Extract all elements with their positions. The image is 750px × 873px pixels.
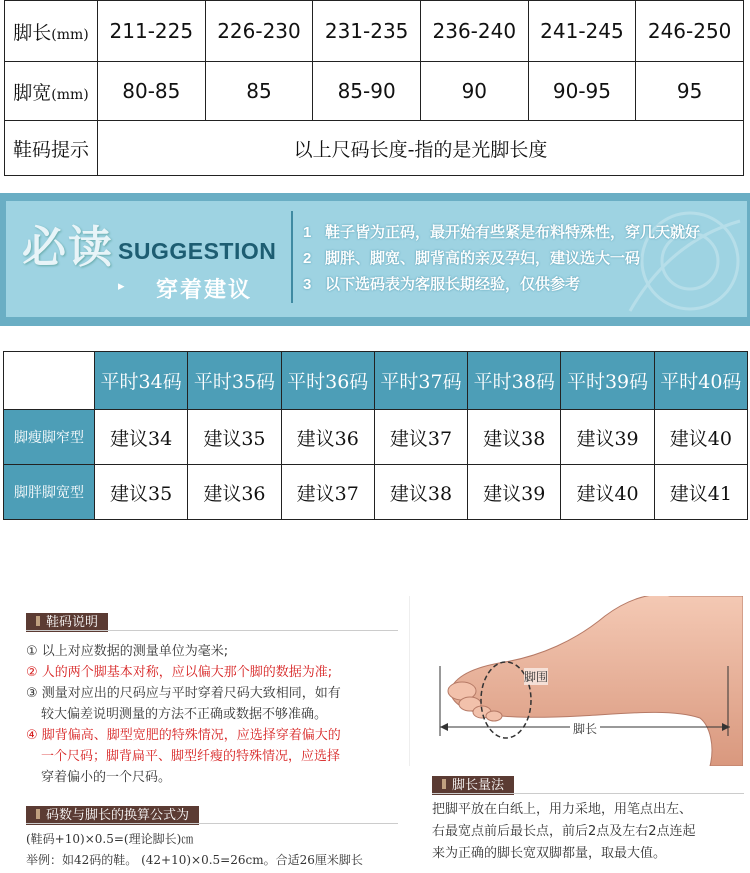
size-tip-row xyxy=(5,121,744,176)
formula-divider xyxy=(26,823,398,824)
rec-header-row xyxy=(4,352,748,410)
rec-header: 平时40码 xyxy=(654,352,747,410)
explanation-title: 鞋码说明 xyxy=(26,613,108,632)
foot-illustration xyxy=(409,596,743,766)
method-divider xyxy=(432,793,744,794)
foot-width-row xyxy=(5,62,744,121)
rec-cell: 建议37 xyxy=(374,410,467,465)
explanation-item: ③ 测量对应出的尺码应与平时穿着尺码大致相同，如有 xyxy=(26,686,341,701)
foot-icon xyxy=(410,596,743,766)
rec-header: 平时35码 xyxy=(188,352,281,410)
rec-cell: 建议37 xyxy=(281,465,374,520)
method-line: 把脚平放在白纸上，用力采地，用笔点出左、 xyxy=(432,802,693,817)
size-cell: 231-235 xyxy=(313,1,421,62)
rec-row-wide xyxy=(4,465,748,520)
size-cell: 95 xyxy=(636,62,744,121)
rec-cell: 建议38 xyxy=(374,465,467,520)
suggestion-banner xyxy=(0,193,750,326)
rec-header: 平时37码 xyxy=(374,352,467,410)
rec-header: 平时36码 xyxy=(281,352,374,410)
rec-cell: 建议36 xyxy=(188,465,281,520)
formula-line-1: (鞋码+10)×0.5=(理论脚长)㎝ xyxy=(26,832,194,846)
method-line: 来为正确的脚长宽双脚都量，取最大值。 xyxy=(432,846,667,861)
rec-cell: 建议40 xyxy=(654,410,747,465)
explanation-divider xyxy=(26,630,398,631)
rec-cell: 建议39 xyxy=(561,410,654,465)
foot-width-label: 脚宽(mm) xyxy=(5,62,98,121)
banner-divider xyxy=(291,211,293,303)
length-label: 脚长 xyxy=(570,720,600,737)
arrow-icon: ▸ xyxy=(118,279,125,294)
rec-cell: 建议40 xyxy=(561,465,654,520)
explanation-item: ② 人的两个脚基本对称，应以偏大那个脚的数据为准; xyxy=(26,665,333,680)
formula-title: 码数与脚长的换算公式为 xyxy=(26,806,199,825)
banner-tip: 1 鞋子皆为正码，最开始有些紧是布料特殊性，穿几天就好 xyxy=(303,223,701,241)
size-tip-label: 鞋码提示 xyxy=(5,121,98,176)
size-cell: 241-245 xyxy=(528,1,636,62)
formula-line-2: 举例：如42码的鞋。 (42+10)×0.5=26cm。合适26厘米脚长 xyxy=(26,853,363,867)
rec-cell: 建议35 xyxy=(188,410,281,465)
foot-length-label: 脚长(mm) xyxy=(5,1,98,62)
method-title: 脚长量法 xyxy=(432,776,514,795)
rec-cell: 建议35 xyxy=(95,465,188,520)
explanation-list xyxy=(26,641,391,788)
girth-label: 脚围 xyxy=(524,670,549,684)
rec-cell: 建议39 xyxy=(468,465,561,520)
explanation-item: 较大偏差说明测量的方法不正确或数据不够准确。 xyxy=(41,707,328,722)
banner-tip: 3 以下选码表为客服长期经验，仅供参考 xyxy=(303,275,581,293)
explanation-item: ④ 脚背偏高、脚型宽肥的特殊情况，应选择穿着偏大的 xyxy=(26,728,341,743)
method-line: 右最宽点前后最长点，前后2点及左右2点连起 xyxy=(432,824,696,839)
explanation-item: ① 以上对应数据的测量单位为毫米; xyxy=(26,644,229,659)
rec-row-narrow xyxy=(4,410,748,465)
banner-tips xyxy=(303,221,700,299)
banner-english: SUGGESTION xyxy=(118,238,277,264)
rec-header: 平时38码 xyxy=(468,352,561,410)
rec-corner xyxy=(4,352,95,410)
size-cell: 80-85 xyxy=(98,62,206,121)
size-cell: 90 xyxy=(420,62,528,121)
recommendation-table xyxy=(3,351,748,520)
size-cell: 211-225 xyxy=(98,1,206,62)
banner-title: 必读 xyxy=(22,222,114,273)
size-cell: 85 xyxy=(205,62,313,121)
size-table xyxy=(4,0,744,176)
rec-cell: 建议41 xyxy=(654,465,747,520)
rec-header: 平时39码 xyxy=(561,352,654,410)
explanation-item: 一个尺码；脚背扁平、脚型纤瘦的特殊情况，应选择 xyxy=(41,749,341,764)
method-text xyxy=(432,799,742,865)
size-cell: 236-240 xyxy=(420,1,528,62)
rec-cell: 建议34 xyxy=(95,410,188,465)
explanation-item: 穿着偏小的一个尺码。 xyxy=(41,770,172,785)
foot-length-row xyxy=(5,1,744,62)
rec-row-label: 脚胖脚宽型 xyxy=(4,465,95,520)
size-cell: 85-90 xyxy=(313,62,421,121)
rec-row-label: 脚瘦脚窄型 xyxy=(4,410,95,465)
size-tip-text: 以上尺码长度-指的是光脚长度 xyxy=(98,121,744,176)
rec-cell: 建议36 xyxy=(281,410,374,465)
rec-header: 平时34码 xyxy=(95,352,188,410)
size-cell: 246-250 xyxy=(636,1,744,62)
rec-cell: 建议38 xyxy=(468,410,561,465)
formula-text xyxy=(26,829,363,871)
size-cell: 226-230 xyxy=(205,1,313,62)
banner-subtitle: 穿着建议 xyxy=(156,278,253,303)
banner-tip: 2 脚胖、脚宽、脚背高的亲及孕妇，建议选大一码 xyxy=(303,249,641,267)
size-cell: 90-95 xyxy=(528,62,636,121)
